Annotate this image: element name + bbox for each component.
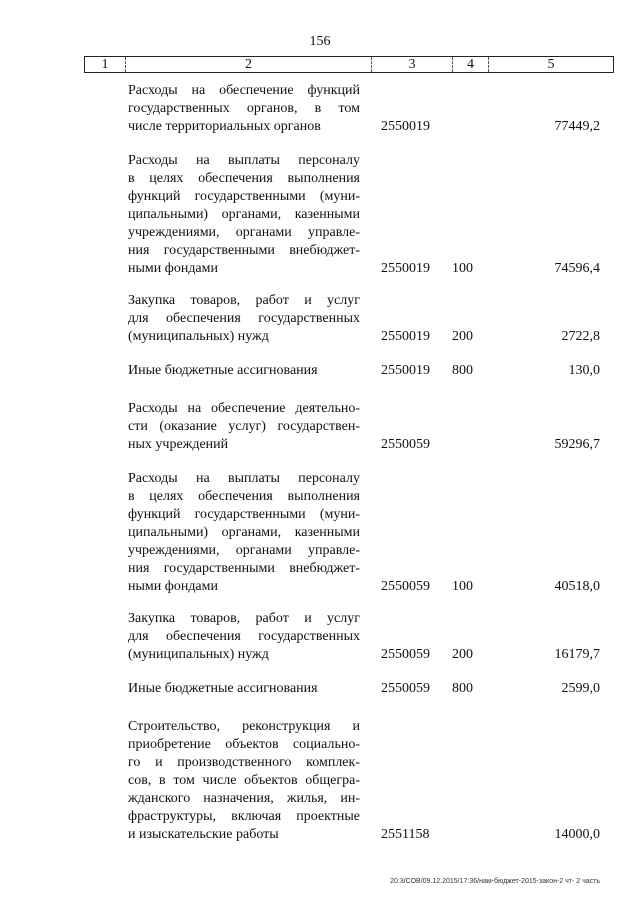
row-amount: 40518,0 (554, 579, 600, 594)
description-line: Строительство, реконструкция и (128, 719, 360, 734)
description-line: функций государственными (муни- (128, 189, 360, 204)
table-row (0, 82, 640, 136)
row-amount: 2722,8 (561, 329, 600, 344)
table-row (0, 152, 640, 278)
row-target-code: 2550059 (381, 579, 430, 594)
row-target-code: 2550019 (381, 119, 430, 134)
column-header-3: 3 (372, 57, 453, 72)
description-line: го и производственного комплек- (128, 755, 360, 770)
row-amount: 16179,7 (554, 647, 600, 662)
description-line: и изыскательские работы (128, 827, 279, 842)
description-line: числе территориальных органов (128, 119, 321, 134)
row-description (128, 152, 360, 278)
table-row (0, 470, 640, 596)
description-line: ципальными) органами, казенными (128, 207, 360, 222)
description-line: сов, в том числе объектов общегра- (128, 773, 360, 788)
description-line: приобретение объектов социально- (128, 737, 360, 752)
column-number-header (84, 56, 614, 73)
description-line: ния государственными внебюджет- (128, 561, 360, 576)
description-line: (муниципальных) нужд (128, 647, 269, 662)
description-line: Закупка товаров, работ и услуг (128, 611, 360, 626)
description-line: Иные бюджетные ассигнования (128, 363, 318, 378)
column-header-4: 4 (453, 57, 489, 72)
description-line: жданского назначения, жилья, ин- (128, 791, 360, 806)
row-amount: 2599,0 (561, 681, 600, 696)
table-row (0, 718, 640, 844)
description-line: Закупка товаров, работ и услуг (128, 293, 360, 308)
table-row (0, 292, 640, 346)
row-expense-type: 800 (452, 681, 473, 696)
description-line: ных учреждений (128, 437, 229, 452)
column-header-5: 5 (547, 57, 555, 72)
description-line: для обеспечения государственных (128, 311, 360, 326)
row-description (128, 610, 360, 664)
table-row (0, 400, 640, 454)
description-line: ными фондами (128, 261, 219, 276)
row-target-code: 2550059 (381, 437, 430, 452)
column-header-1: 1 (85, 57, 126, 72)
row-expense-type: 200 (452, 329, 473, 344)
description-line: фраструктуры, включая проектные (128, 809, 360, 824)
description-line: учреждениями, органами управле- (128, 225, 360, 240)
row-expense-type: 800 (452, 363, 473, 378)
row-amount: 130,0 (568, 363, 600, 378)
column-header-2: 2 (126, 57, 372, 72)
description-line: государственных органов, в том (128, 101, 360, 116)
footer-document-id: 20.3/СОВ/09.12.2015/17:36/нам-бюджет-2015-закон-2 чт- 2 часть (390, 878, 600, 885)
description-line: функций государственными (муни- (128, 507, 360, 522)
row-amount: 14000,0 (554, 827, 600, 842)
row-expense-type: 100 (452, 579, 473, 594)
row-target-code: 2550019 (381, 329, 430, 344)
table-row (0, 680, 640, 698)
description-line: Иные бюджетные ассигнования (128, 681, 318, 696)
description-line: в целях обеспечения выполнения (128, 489, 360, 504)
row-amount: 59296,7 (554, 437, 600, 452)
row-description (128, 362, 360, 380)
description-line: (муниципальных) нужд (128, 329, 269, 344)
row-description (128, 470, 360, 596)
description-line: сти (оказание услуг) государствен- (128, 419, 360, 434)
row-target-code: 2551158 (381, 827, 430, 842)
description-line: в целях обеспечения выполнения (128, 171, 360, 186)
row-description (128, 82, 360, 136)
row-expense-type: 200 (452, 647, 473, 662)
table-row (0, 610, 640, 664)
row-description (128, 292, 360, 346)
row-target-code: 2550019 (381, 261, 430, 276)
description-line: Расходы на обеспечение функций (128, 83, 360, 98)
row-description (128, 680, 360, 698)
description-line: учреждениями, органами управле- (128, 543, 360, 558)
row-amount: 77449,2 (554, 119, 600, 134)
row-description (128, 400, 360, 454)
row-target-code: 2550059 (381, 681, 430, 696)
description-line: ными фондами (128, 579, 219, 594)
row-amount: 74596,4 (554, 261, 600, 276)
description-line: Расходы на обеспечение деятельно- (128, 401, 360, 416)
description-line: ципальными) органами, казенными (128, 525, 360, 540)
row-target-code: 2550019 (381, 363, 430, 378)
row-expense-type: 100 (452, 261, 473, 276)
description-line: Расходы на выплаты персоналу (128, 471, 360, 486)
page-number: 156 (309, 34, 331, 49)
row-description (128, 718, 360, 844)
description-line: ния государственными внебюджет- (128, 243, 360, 258)
description-line: Расходы на выплаты персоналу (128, 153, 360, 168)
table-row (0, 362, 640, 380)
description-line: для обеспечения государственных (128, 629, 360, 644)
row-target-code: 2550059 (381, 647, 430, 662)
